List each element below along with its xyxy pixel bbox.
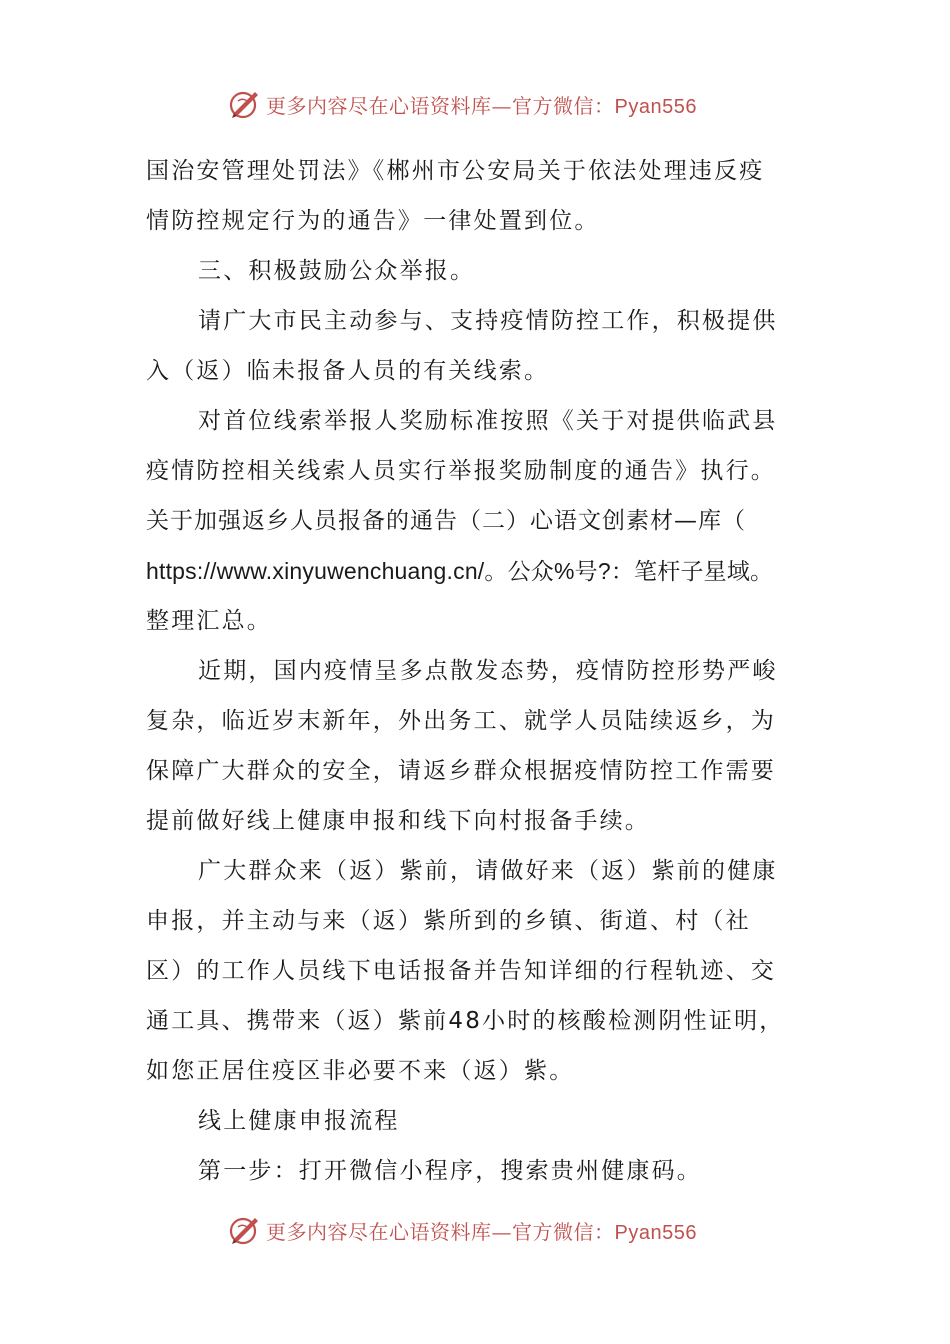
banner-text: 更多内容尽在心语资料库—官方微信：Pyan556 <box>266 1219 697 1244</box>
text-line: 区）的工作人员线下电话报备并告知详细的行程轨迹、交 <box>146 958 776 984</box>
text-line: 关于加强返乡人员报备的通告（二）心语文创素材—库（ <box>146 508 746 534</box>
wechat-id: Pyan556 <box>614 95 697 118</box>
footer-watermark-banner <box>228 1210 748 1250</box>
url-line: https://www.xinyuwenchuang.cn/。公众%号?：笔杆子星域。 <box>146 558 774 584</box>
text-line: 疫情防控相关线索人员实行举报奖励制度的通告》执行。 <box>146 458 776 484</box>
text-line: 通工具、携带来（返）紫前48小时的核酸检测阴性证明， <box>146 1008 785 1034</box>
section-heading: 三、积极鼓励公众举报。 <box>198 258 476 284</box>
document-body <box>146 146 826 1196</box>
text-line: 保障广大群众的安全，请返乡群众根据疫情防控工作需要 <box>146 758 776 784</box>
text-line: 整理汇总。 <box>146 608 272 634</box>
text-line: 情防控规定行为的通告》一律处置到位。 <box>146 208 600 234</box>
pen-logo-icon <box>228 1213 262 1247</box>
pen-logo-icon <box>228 87 262 121</box>
text-line: 第一步：打开微信小程序，搜索贵州健康码。 <box>198 1158 702 1184</box>
text-line: 请广大市民主动参与、支持疫情防控工作，积极提供 <box>198 308 778 334</box>
banner-text: 更多内容尽在心语资料库—官方微信：Pyan556 <box>266 93 697 118</box>
header-watermark-banner <box>228 84 748 124</box>
text-line: 提前做好线上健康申报和线下向村报备手续。 <box>146 808 650 834</box>
text-line: 近期，国内疫情呈多点散发态势，疫情防控形势严峻 <box>198 658 778 684</box>
wechat-id: Pyan556 <box>614 1221 697 1244</box>
text-line: 对首位线索举报人奖励标准按照《关于对提供临武县 <box>198 408 778 434</box>
subheading: 线上健康申报流程 <box>198 1108 400 1134</box>
text-line: 如您正居住疫区非必要不来（返）紫。 <box>146 1058 575 1084</box>
text-line: 入（返）临未报备人员的有关线索。 <box>146 358 550 384</box>
text-line: 国治安管理处罚法》《郴州市公安局关于依法处理违反疫 <box>146 158 765 184</box>
text-line: 广大群众来（返）紫前，请做好来（返）紫前的健康 <box>198 858 778 884</box>
text-line: 申报，并主动与来（返）紫所到的乡镇、街道、村（社 <box>146 908 751 934</box>
text-line: 复杂，临近岁末新年，外出务工、就学人员陆续返乡，为 <box>146 708 776 734</box>
